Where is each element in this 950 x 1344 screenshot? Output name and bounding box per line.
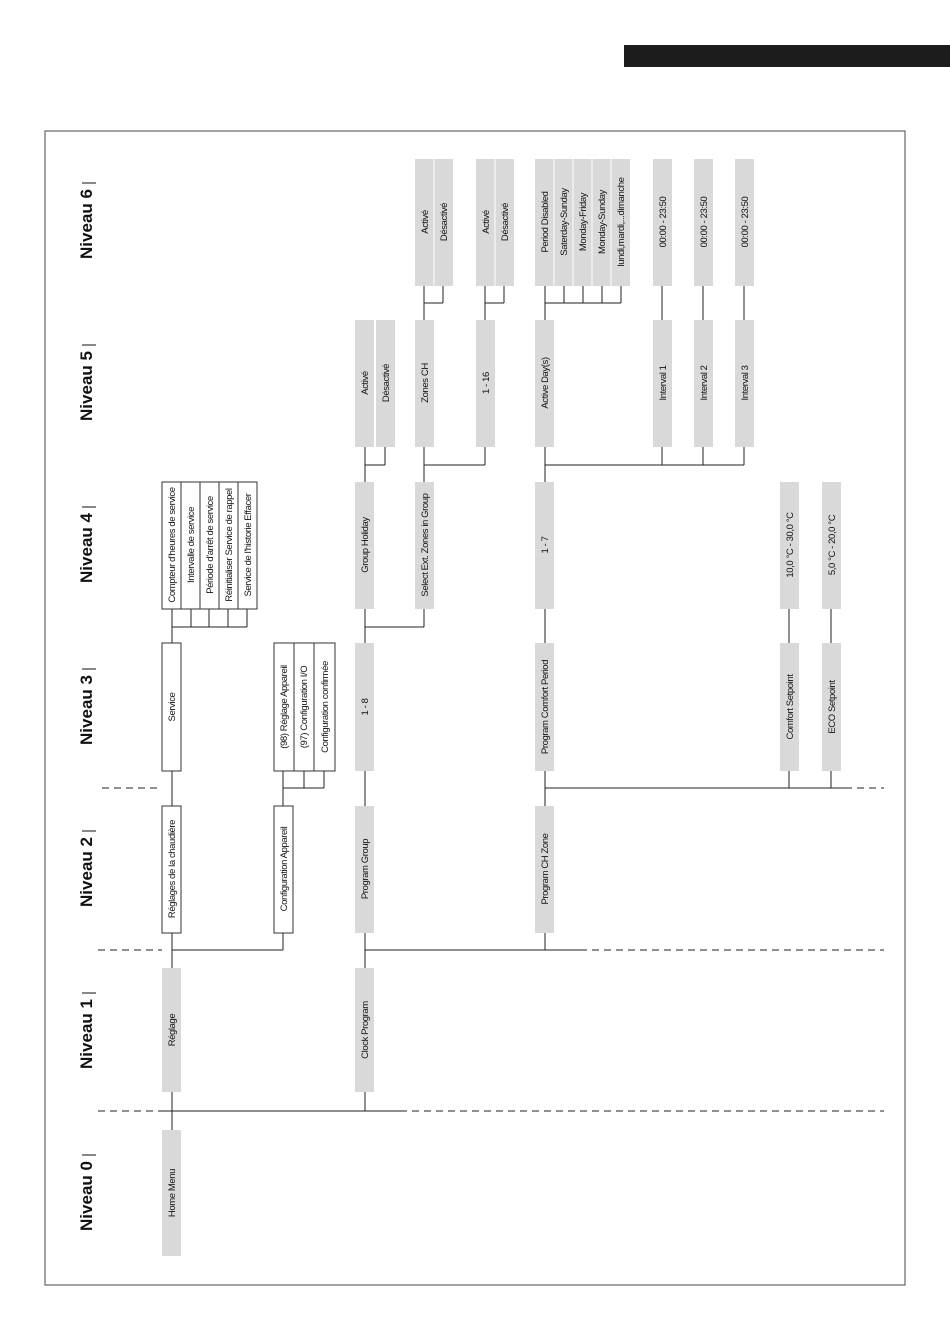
day-option-period-disabled[interactable]: Period Disabled: [540, 191, 551, 253]
node-active-days-label: Active Day(s): [540, 357, 551, 409]
node-interval-3-value[interactable]: [735, 159, 754, 286]
node-interval-1-value[interactable]: [653, 159, 672, 286]
day-option-all-week[interactable]: Monday-Sunday: [597, 190, 608, 254]
node-eco-range-label: 5,0 °C - 20,0 °C: [827, 514, 838, 576]
node-interval-1-label: Interval 1: [658, 365, 669, 401]
level-label-5: Niveau 5: [77, 351, 96, 421]
one-to-sixteen-inactive[interactable]: Désactivé: [500, 202, 511, 242]
node-interval-3[interactable]: [735, 320, 754, 447]
node-one-to-seven-label: 1 - 7: [540, 536, 551, 554]
node-comfort-setpoint-label: Comfort Setpoint: [785, 674, 796, 740]
node-comfort-range[interactable]: [780, 482, 799, 609]
node-day-options: [535, 159, 630, 286]
node-eco-setpoint[interactable]: [822, 643, 841, 771]
level-label-3: Niveau 3: [77, 675, 96, 745]
node-home-menu[interactable]: [162, 1130, 181, 1256]
node-group-holiday[interactable]: [355, 482, 374, 609]
level-label-0: Niveau 0: [77, 1161, 96, 1231]
node-program-ch-zone[interactable]: [535, 806, 554, 933]
one-to-sixteen-active[interactable]: Activé: [481, 210, 492, 234]
service-option-hours-counter[interactable]: Compteur d'heures de service: [167, 487, 178, 603]
node-program-comfort-period-label: Program Comfort Period: [540, 659, 551, 755]
node-comfort-range-label: 10,0 °C - 30,0 °C: [785, 512, 796, 578]
service-option-interval[interactable]: Intervalle de service: [186, 506, 197, 584]
zones-ch-active[interactable]: Activé: [420, 210, 431, 234]
node-configuration-appareil[interactable]: [274, 806, 293, 933]
level-label-1: Niveau 1: [77, 999, 96, 1069]
node-select-ext-zones-label: Select Ext. Zones in Group: [420, 493, 431, 597]
node-interval-2-label: Interval 2: [699, 365, 710, 401]
node-clock-program-label: Clock Program: [360, 1001, 371, 1059]
node-interval-2-value[interactable]: [694, 159, 713, 286]
day-option-weekdays[interactable]: Monday-Friday: [578, 192, 589, 252]
node-eco-setpoint-label: ECO Setpoint: [827, 680, 838, 734]
node-reglages-chaudiere[interactable]: [162, 806, 181, 933]
node-comfort-setpoint[interactable]: [780, 643, 799, 771]
node-reglage[interactable]: [162, 968, 181, 1092]
node-zones-ch-label: Zones CH: [420, 363, 431, 403]
node-group-holiday-options: [355, 320, 395, 447]
config-option-97[interactable]: (97) Configuration I/O: [299, 665, 310, 749]
node-interval-2-value-label: 00:00 - 23:50: [699, 196, 710, 248]
node-select-ext-zones[interactable]: [415, 482, 434, 609]
node-program-group-label: Program Group: [360, 838, 371, 900]
node-interval-1-value-label: 00:00 - 23:50: [658, 196, 669, 248]
day-option-weekend[interactable]: Saterday-Sunday: [559, 188, 570, 256]
node-config-options-group: [274, 643, 335, 771]
node-service-label: Service: [167, 692, 178, 722]
level-label-6: Niveau 6: [77, 189, 96, 259]
node-service[interactable]: [162, 643, 181, 771]
service-option-clear-history[interactable]: Service de l'historie Effacer: [243, 493, 254, 597]
node-group-holiday-label: Group Holiday: [360, 517, 371, 573]
node-program-group[interactable]: [355, 806, 374, 933]
node-active-days[interactable]: [535, 320, 554, 447]
node-one-to-sixteen-options: [476, 159, 514, 286]
level-label-2: Niveau 2: [77, 837, 96, 907]
node-reglage-label: Réglage: [167, 1013, 178, 1047]
node-interval-1[interactable]: [653, 320, 672, 447]
node-clock-program[interactable]: [355, 968, 374, 1092]
node-program-ch-zone-label: Program CH Zone: [540, 833, 551, 905]
group-holiday-inactive[interactable]: Désactivé: [381, 363, 392, 403]
node-one-to-seven[interactable]: [535, 482, 554, 609]
level-labels: [77, 183, 96, 1231]
node-configuration-appareil-label: Configuration Appareil: [279, 826, 290, 912]
node-eco-range[interactable]: [822, 482, 841, 609]
node-one-to-sixteen[interactable]: [476, 320, 495, 447]
level-label-4: Niveau 4: [77, 513, 96, 583]
node-reglages-chaudiere-label: Réglages de la chaudière: [167, 819, 178, 919]
day-option-individual-days[interactable]: lundi,mardi,...dimanche: [616, 177, 627, 267]
service-option-reset-reminder[interactable]: Réinitialiser Service de rappel: [224, 488, 235, 602]
node-zones-ch[interactable]: [415, 320, 434, 447]
node-one-to-eight-label: 1 - 8: [360, 698, 371, 716]
group-holiday-active[interactable]: Activé: [360, 371, 371, 395]
zones-ch-inactive[interactable]: Désactivé: [439, 202, 450, 242]
node-service-options-group: [162, 482, 257, 609]
node-interval-3-label: Interval 3: [740, 365, 751, 401]
node-one-to-sixteen-label: 1 - 16: [481, 372, 492, 394]
node-zones-ch-options: [415, 159, 453, 286]
node-program-comfort-period[interactable]: [535, 643, 554, 771]
node-one-to-eight[interactable]: [355, 643, 374, 771]
config-option-98[interactable]: (98) Réglage Appareil: [279, 665, 290, 749]
service-option-stop-period[interactable]: Période d'arrêt de service: [205, 496, 216, 594]
node-interval-3-value-label: 00:00 - 23:50: [740, 196, 751, 248]
node-interval-2[interactable]: [694, 320, 713, 447]
config-option-confirmed[interactable]: Configuration confirmée: [320, 661, 331, 753]
node-home-menu-label: Home Menu: [167, 1168, 178, 1218]
